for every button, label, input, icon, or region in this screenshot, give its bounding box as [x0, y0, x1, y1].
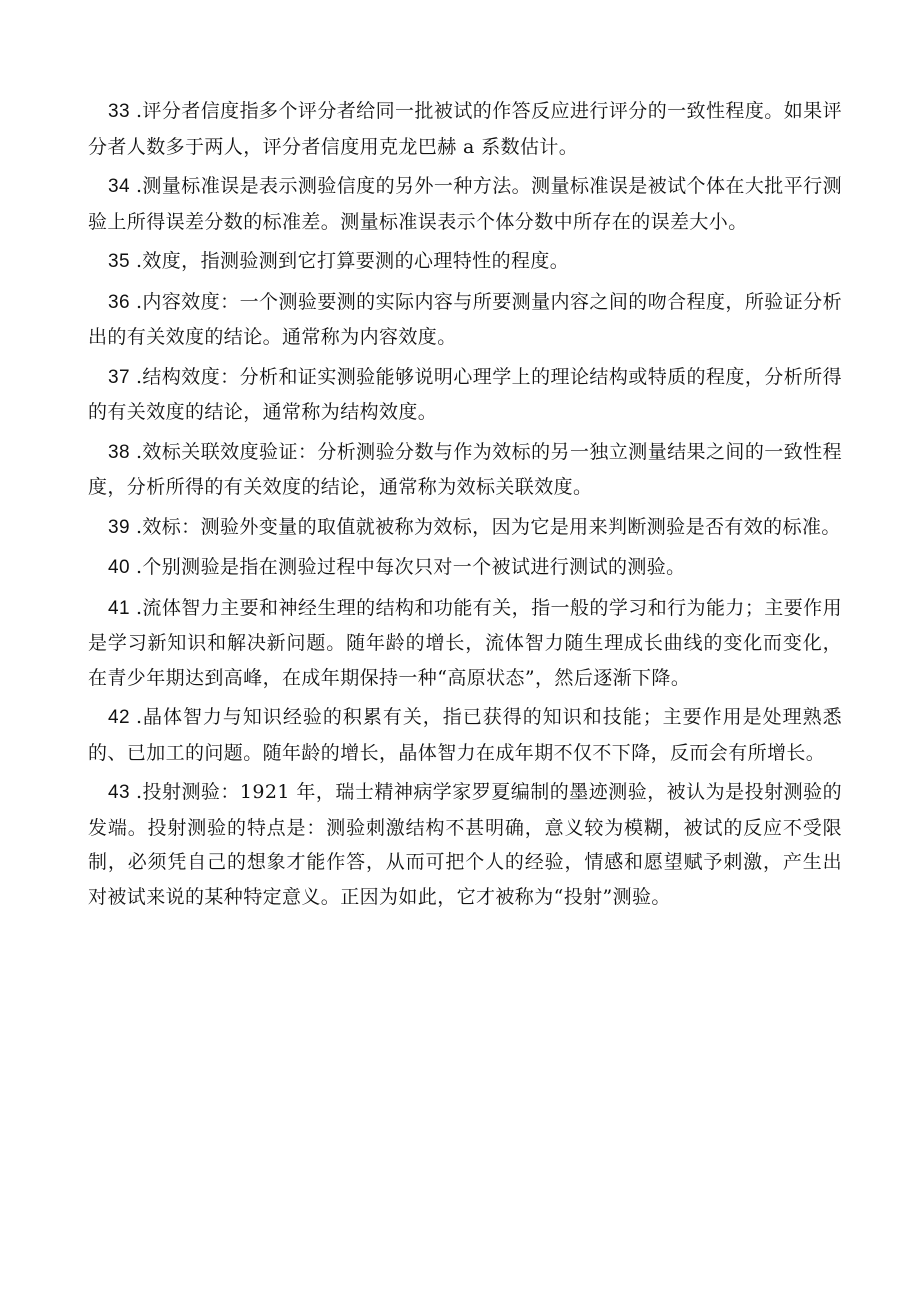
definition-item-35: [88, 244, 842, 280]
item-number: 42: [108, 707, 130, 728]
item-number: 40: [108, 557, 130, 578]
document-body: [88, 94, 842, 919]
item-text: .测量标准误是表示测验信度的另外一种方法。测量标准误是被试个体在大批平行测验上所得误差分数的标准差。测量标准误表示个体分数中所存在的误差大小。: [88, 175, 842, 233]
definition-item-38: [88, 435, 842, 505]
definition-item-40: [88, 550, 842, 586]
item-text: .流体智力主要和神经生理的结构和功能有关，指一般的学习和行为能力；主要作用是学习新知识和解决新问题。随年龄的增长，流体智力随生理成长曲线的变化而变化，在青少年期达到高峰，在成年期保持一种“高原状态”，然后逐渐下降。: [88, 596, 842, 689]
item-number: 43: [108, 782, 130, 803]
item-number: 41: [108, 597, 130, 619]
definition-item-43: [88, 775, 842, 914]
item-number: 34: [108, 176, 130, 197]
item-number: 39: [108, 516, 130, 538]
definition-item-37: [88, 360, 842, 430]
item-text: .晶体智力与知识经验的积累有关，指已获得的知识和技能；主要作用是处理熟悉的、已加工的问题。随年龄的增长，晶体智力在成年期不仅不下降，反而会有所增长。: [88, 706, 842, 764]
item-number: 35: [108, 251, 130, 272]
item-number: 38: [108, 441, 130, 463]
item-text: .评分者信度指多个评分者给同一批被试的作答反应进行评分的一致性程度。如果评分者人数多于两人，评分者信度用克龙巴赫 a 系数估计。: [88, 100, 842, 158]
definition-item-39: [88, 510, 842, 546]
definition-item-42: [88, 700, 842, 770]
definition-item-36: [88, 285, 842, 355]
item-text: .效标：测验外变量的取值就被称为效标，因为它是用来判断测验是否有效的标准。: [135, 515, 841, 538]
item-text: .内容效度：一个测验要测的实际内容与所要测量内容之间的吻合程度，所验证分析出的有关效度的结论。通常称为内容效度。: [88, 290, 842, 348]
item-text: .效标关联效度验证：分析测验分数与作为效标的另一独立测量结果之间的一致性程度，分析所得的有关效度的结论，通常称为效标关联效度。: [88, 440, 842, 498]
definition-item-34: [88, 169, 842, 239]
item-text: .个别测验是指在测验过程中每次只对一个被试进行测试的测验。: [135, 556, 686, 578]
item-text: .效度，指测验测到它打算要测的心理特性的程度。: [135, 250, 570, 272]
item-text: .结构效度：分析和证实测验能够说明心理学上的理论结构或特质的程度，分析所得的有关效度的结论，通常称为结构效度。: [88, 365, 842, 423]
item-text: .投射测验：1921 年，瑞士精神病学家罗夏编制的墨迹测验，被认为是投射测验的发端。投射测验的特点是：测验刺激结构不甚明确，意义较为模糊，被试的反应不受限制，必须凭自己的想象才能作答，从而可把个人的经验，情感和愿望赋予刺激，产生出对被试来说的某种特定意义。正因为如此，它才被称为“投射”测验。: [88, 781, 842, 908]
item-number: 37: [108, 366, 130, 388]
item-number: 33: [108, 101, 130, 122]
definition-item-41: [88, 591, 842, 696]
definition-item-33: [88, 94, 842, 164]
item-number: 36: [108, 291, 130, 313]
